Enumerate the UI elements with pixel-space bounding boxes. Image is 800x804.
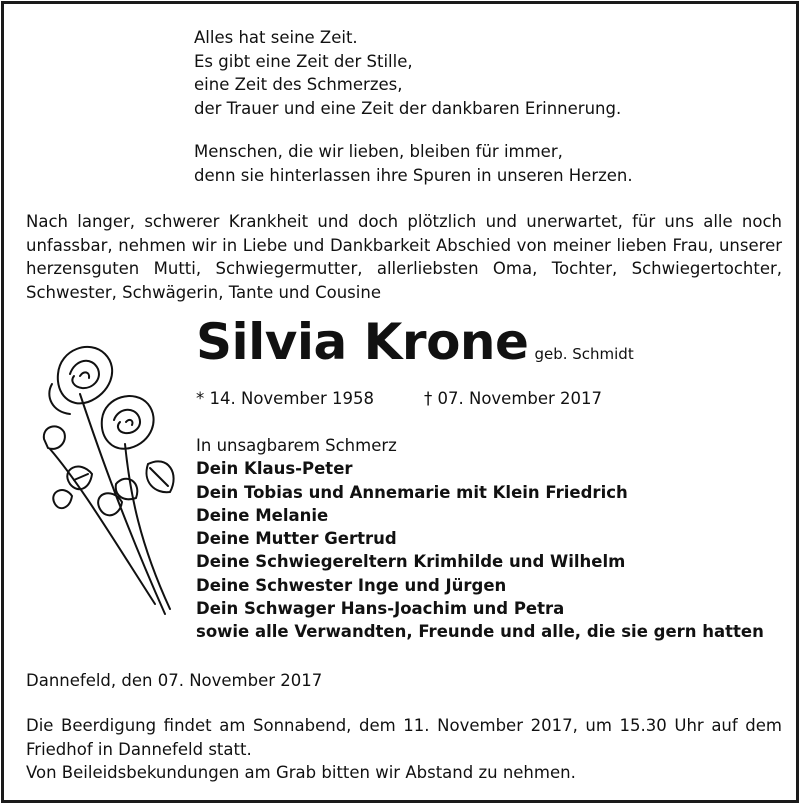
mourner: Dein Tobias und Annemarie mit Klein Friedrich [196, 482, 628, 502]
intro-text: Nach langer, schwerer Krankheit und doch plötzlich und unerwartet, für uns alle noch unfassbar, nehmen wir in Liebe und Dankbarkeit Abschied von meiner lieben Frau, unserer herzensguten Mutti, Schwiegermutter, allerliebsten Oma, Tochter, Schwiegertochter, Schwester, Schwägerin, Tante und Cousine [26, 212, 782, 302]
death-date: † 07. November 2017 [424, 389, 603, 408]
mourner: Deine Mutter Gertrud [196, 529, 397, 549]
mourner: sowie alle Verwandten, Freunde und alle, die sie gern hatten [196, 622, 764, 642]
mourner: Deine Schwiegereltern Krimhilde und Wilhelm [196, 552, 626, 572]
poem-line: Menschen, die wir lieben, bleiben für immer, [194, 142, 563, 161]
condolence-note: Von Beileidsbekundungen am Grab bitten wir Abstand zu nehmen. [26, 763, 576, 782]
place-date: Dannefeld, den 07. November 2017 [26, 671, 323, 690]
poem-line: Alles hat seine Zeit. [194, 28, 358, 47]
obituary-frame [1, 1, 799, 803]
funeral-details: Die Beerdigung findet am Sonnabend, dem 11. November 2017, um 15.30 Uhr auf dem Friedhof in Dannefeld statt. [26, 716, 782, 759]
deceased-name: Silvia Krone [196, 313, 529, 371]
mourners-lead: In unsagbarem Schmerz [196, 436, 397, 455]
poem-line: eine Zeit des Schmerzes, [194, 75, 403, 94]
poem-line: denn sie hinterlassen ihre Spuren in unseren Herzen. [194, 165, 633, 185]
mourner: Deine Schwester Inge und Jürgen [196, 575, 507, 595]
roses-illustration-icon [30, 334, 180, 624]
mourner: Deine Melanie [196, 505, 329, 525]
mourner: Dein Schwager Hans-Joachim und Petra [196, 599, 565, 619]
deceased-name-row [196, 312, 634, 372]
funeral-info [26, 714, 782, 785]
mourner: Dein Klaus-Peter [196, 459, 353, 479]
mourners-list [196, 434, 764, 644]
maiden-name: geb. Schmidt [534, 345, 634, 363]
poem-line: der Trauer und eine Zeit der dankbaren Erinnerung. [194, 98, 622, 118]
poem-line: Es gibt eine Zeit der Stille, [194, 51, 413, 71]
birth-date: * 14. November 1958 [196, 389, 375, 408]
poem [194, 26, 633, 187]
